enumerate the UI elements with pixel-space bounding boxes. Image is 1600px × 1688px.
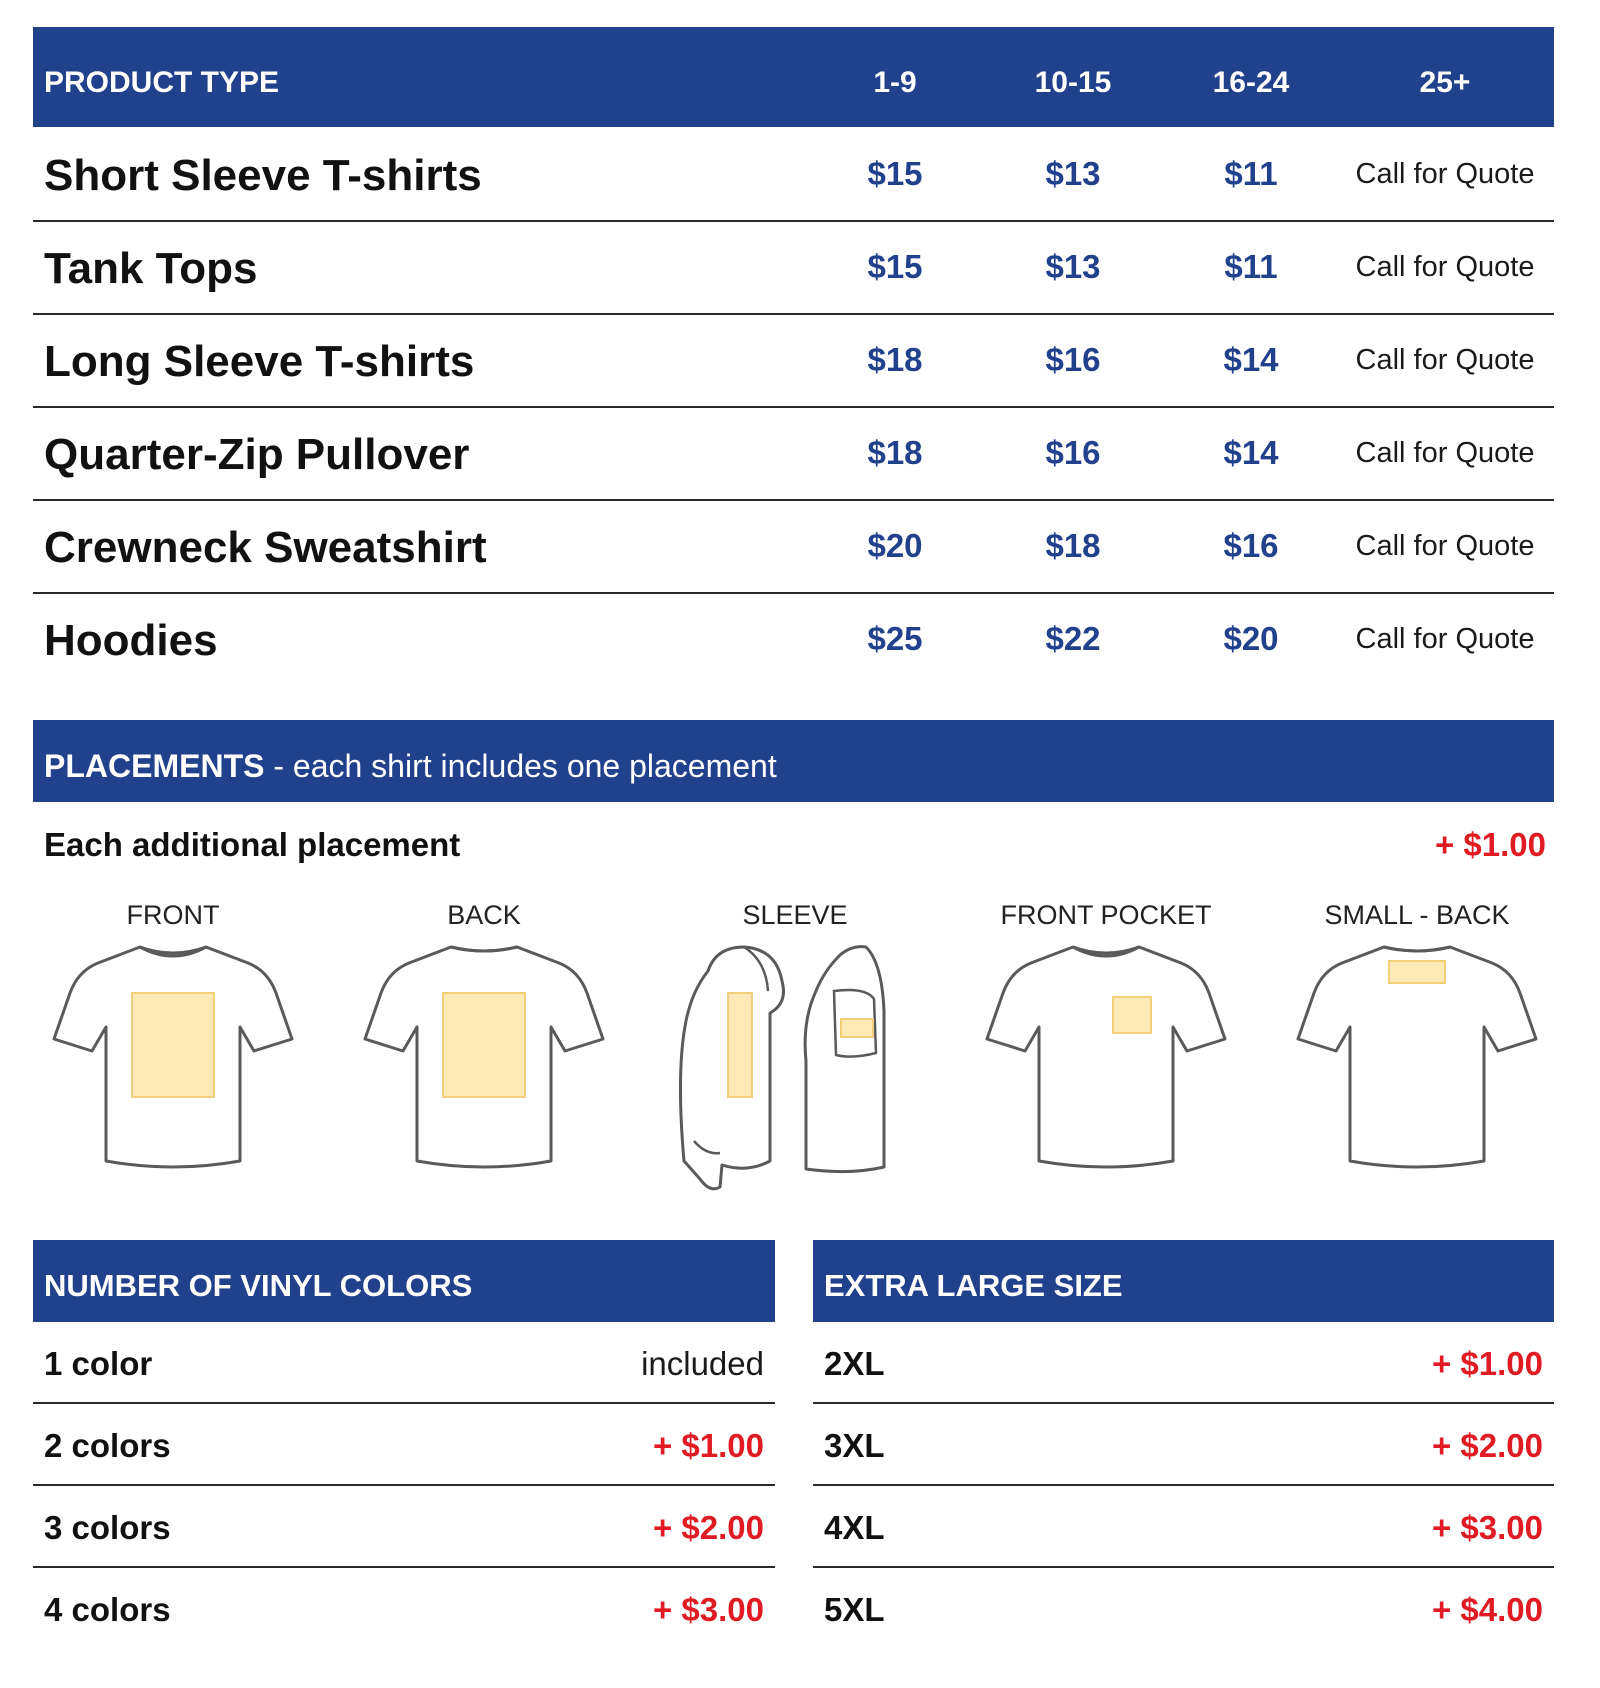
price-row-crewneck [33,499,1554,594]
placement-label: SMALL - BACK [1324,900,1510,930]
vinyl-row-value: + $3.00 [652,1591,764,1628]
price-tier-1: $15 [867,248,923,285]
vinyl-row-1 [33,1322,775,1404]
hoodie-sleeve-icon [670,941,920,1191]
price-tier-3: $14 [1223,434,1279,471]
tshirt-pocket-icon [981,941,1231,1181]
xl-row-value: + $4.00 [1431,1591,1543,1628]
tshirt-back-icon [359,941,609,1181]
xl-row-4xl [813,1486,1554,1568]
placement-label: SLEEVE [742,900,848,930]
placement-label: BACK [447,900,521,930]
xl-row-3xl [813,1404,1554,1486]
vinyl-row-label: 4 colors [44,1591,171,1628]
vinyl-row-label: 3 colors [44,1509,171,1546]
additional-placement-label: Each additional placement [44,826,461,863]
extra-large-header [813,1240,1554,1322]
price-row-quarter-zip [33,406,1554,501]
price-row-tank-tops [33,220,1554,315]
vinyl-row-4 [33,1568,775,1648]
price-tier-1: $18 [867,341,923,378]
price-tier-2: $16 [1045,434,1101,471]
price-table-header [33,27,1554,127]
vinyl-row-value: + $2.00 [652,1509,764,1546]
xl-row-label: 3XL [824,1427,885,1464]
vinyl-row-label: 2 colors [44,1427,171,1464]
placement-small-back [1257,895,1577,1181]
price-tier-3: $16 [1223,527,1279,564]
vinyl-row-3 [33,1486,775,1568]
price-tier-1: $25 [867,620,923,657]
vinyl-row-value: included [641,1345,764,1382]
tshirt-front-icon [48,941,298,1181]
product-name: Tank Tops [44,244,258,293]
price-tier-1: $15 [867,155,923,192]
additional-placement-price: + $1.00 [1434,826,1546,863]
xl-row-label: 4XL [824,1509,885,1546]
xl-row-2xl [813,1322,1554,1404]
price-tier-1: $20 [867,527,923,564]
placements-subtitle: - each shirt includes one placement [273,748,777,784]
placement-front [13,895,333,1181]
product-name: Crewneck Sweatshirt [44,523,487,572]
vinyl-row-label: 1 color [44,1345,153,1382]
price-tier-2: $22 [1045,620,1101,657]
price-tier-3: $20 [1223,620,1279,657]
price-tier-4: Call for Quote [1355,158,1535,190]
xl-row-value: + $1.00 [1431,1345,1543,1382]
xl-row-label: 2XL [824,1345,885,1382]
price-tier-2: $18 [1045,527,1101,564]
price-row-hoodies [33,592,1554,685]
vinyl-colors-title: NUMBER OF VINYL COLORS [44,1268,473,1303]
price-tier-4: Call for Quote [1355,437,1535,469]
xl-row-value: + $3.00 [1431,1509,1543,1546]
placements-header [33,720,1554,802]
product-name: Long Sleeve T-shirts [44,337,475,386]
price-tier-4: Call for Quote [1355,623,1535,655]
placement-front-pocket [946,895,1266,1181]
price-tier-2: $13 [1045,155,1101,192]
header-tier-10-15: 10-15 [1034,66,1112,99]
header-tier-1-9: 1-9 [873,66,917,99]
vinyl-colors-header [33,1240,775,1322]
header-tier-16-24: 16-24 [1212,66,1290,99]
header-tier-25-plus: 25+ [1419,66,1471,99]
product-name: Short Sleeve T-shirts [44,151,482,200]
placement-sleeve [635,895,955,1191]
vinyl-row-value: + $1.00 [652,1427,764,1464]
xl-row-label: 5XL [824,1591,885,1628]
price-tier-4: Call for Quote [1355,251,1535,283]
placements-title: PLACEMENTS [44,748,265,784]
price-tier-4: Call for Quote [1355,344,1535,376]
price-row-short-sleeve [33,127,1554,222]
xl-row-value: + $2.00 [1431,1427,1543,1464]
header-product-type: PRODUCT TYPE [44,66,280,99]
extra-large-title: EXTRA LARGE SIZE [824,1268,1123,1303]
placement-label: FRONT POCKET [1000,900,1212,930]
product-name: Quarter-Zip Pullover [44,430,470,479]
vinyl-row-2 [33,1404,775,1486]
product-name: Hoodies [44,616,218,665]
price-row-long-sleeve [33,313,1554,408]
xl-row-5xl [813,1568,1554,1648]
price-tier-2: $16 [1045,341,1101,378]
price-tier-1: $18 [867,434,923,471]
placement-label: FRONT [126,900,220,930]
placement-back [324,895,644,1181]
price-tier-3: $11 [1224,248,1278,285]
tshirt-small-back-icon [1292,941,1542,1181]
price-tier-4: Call for Quote [1355,530,1535,562]
price-tier-2: $13 [1045,248,1101,285]
price-tier-3: $11 [1224,155,1278,192]
price-tier-3: $14 [1223,341,1279,378]
